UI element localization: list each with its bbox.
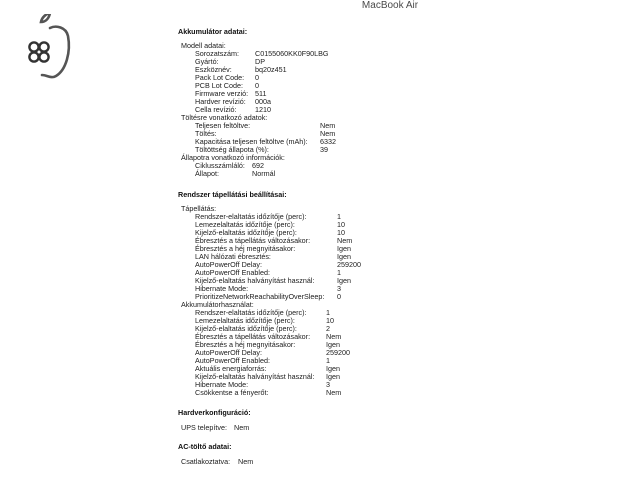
- section-title-ac-charger: AC-töltő adatai:: [178, 442, 232, 451]
- apple-logo-with-flower-icon: [22, 14, 78, 84]
- section-title-battery: Akkumulátor adatai:: [178, 27, 248, 36]
- section-title-hardware: Hardverkonfiguráció:: [178, 408, 251, 417]
- section-title-power-settings: Rendszer tápellátási beállításai:: [178, 190, 287, 199]
- window-title: MacBook Air: [361, 0, 419, 11]
